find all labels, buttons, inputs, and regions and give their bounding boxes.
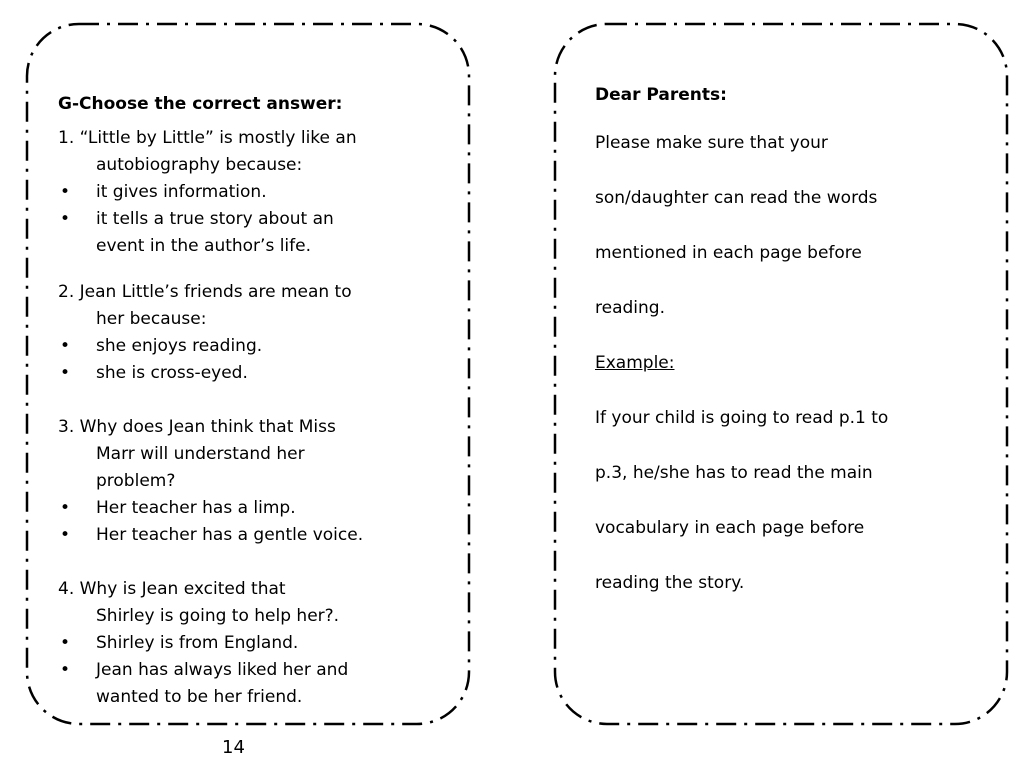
option: • it tells a true story about an event in the author’s life. [58,206,453,260]
option: • it gives information. [58,179,453,206]
page-number: 14 [222,737,245,758]
bullet-icon: • [60,633,71,653]
note-line: Please make sure that your [595,133,828,153]
option: • Shirley is from England. [58,630,453,657]
question-1 [58,125,453,260]
example-line: reading the story. [595,573,745,593]
questions-panel [58,94,453,711]
bullet-icon: • [60,336,71,356]
bullet-icon: • [60,182,71,202]
question-2-text: 2. Jean Little’s friends are mean to her because: [58,282,352,329]
option: • she enjoys reading. [58,333,453,360]
option: • Her teacher has a limp. [58,495,453,522]
note-line: reading. [595,298,665,318]
question-3-text: 3. Why does Jean think that Miss Marr will understand her problem? [58,417,336,491]
note-line: mentioned in each page before [595,243,862,263]
option: • she is cross-eyed. [58,360,453,387]
note-heading: Dear Parents: [595,85,727,105]
section-heading: G-Choose the correct answer: [58,94,343,114]
bullet-icon: • [60,498,71,518]
example-line: vocabulary in each page before [595,518,865,538]
parents-note-panel [595,80,980,611]
bullet-icon: • [60,525,71,545]
example-label: Example: [595,353,675,373]
example-line: If your child is going to read p.1 to [595,408,889,428]
bullet-icon: • [60,660,71,680]
option: • Her teacher has a gentle voice. [58,522,453,549]
bullet-icon: • [60,209,71,229]
question-4-text: 4. Why is Jean excited that Shirley is going to help her?. [58,579,340,626]
bullet-icon: • [60,363,71,383]
option: • Jean has always liked her and wanted to be her friend. [58,657,453,711]
question-3 [58,414,453,549]
question-1-text: 1. “Little by Little” is mostly like an autobiography because: [58,128,357,175]
note-line: son/daughter can read the words [595,188,878,208]
question-4 [58,576,453,711]
question-2 [58,279,453,387]
example-line: p.3, he/she has to read the main [595,463,873,483]
